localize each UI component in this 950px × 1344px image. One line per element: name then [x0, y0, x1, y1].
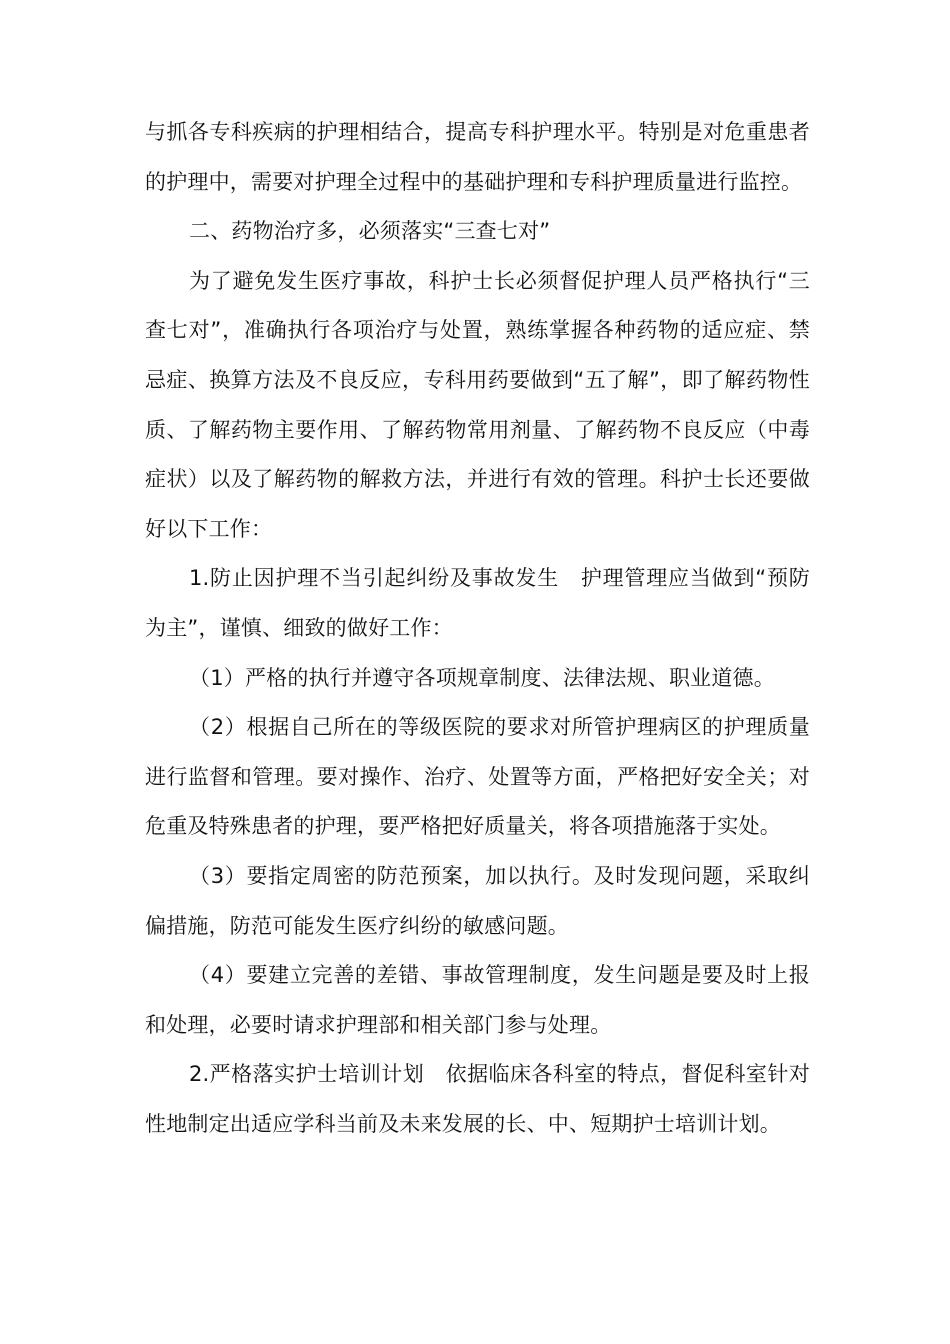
- paragraph-three-checks: 为了避免发生医疗事故，科护士长必须督促护理人员严格执行“三查七对”，准确执行各项治疗与处置，熟练掌握各种药物的适应症、禁忌症、换算方法及不良反应，专科用药要做到“五了解”，即了解药物性质、了解药物主要作用、了解药物常用剂量、了解药物不良反应（中毒症状）以及了解药物的解救方法，并进行有效的管理。科护士长还要做好以下工作：: [145, 268, 810, 541]
- paragraph-subitem-1: （1）严格的执行并遵守各项规章制度、法律法规、职业道德。: [189, 665, 775, 690]
- paragraph-subitem-3: （3）要指定周密的防范预案，加以执行。及时发现问题，采取纠偏措施，防范可能发生医疗纠纷的敏感问题。: [145, 863, 810, 938]
- paragraph-subitem-4: （4）要建立完善的差错、事故管理制度，发生问题是要及时上报和处理，必要时请求护理部和相关部门参与处理。: [145, 963, 810, 1037]
- paragraph-item-2: 2.严格落实护士培训计划 依据临床各科室的特点，督促科室针对性地制定出适应学科当前及未来发展的长、中、短期护士培训计划。: [145, 1062, 810, 1136]
- section-heading-two: 二、药物治疗多，必须落实“三查七对”: [189, 219, 551, 244]
- paragraph-item-1: 1.防止因护理不当引起纠纷及事故发生 护理管理应当做到“预防为主”，谨慎、细致的做好工作：: [145, 566, 810, 640]
- document-body: [145, 108, 810, 1149]
- paragraph-continued: 与抓各专科疾病的护理相结合，提高专科护理水平。特别是对危重患者的护理中，需要对护理全过程中的基础护理和专科护理质量进行监控。: [145, 120, 810, 194]
- paragraph-subitem-2: （2）根据自己所在的等级医院的要求对所管护理病区的护理质量进行监督和管理。要对操作、治疗、处置等方面，严格把好安全关；对危重及特殊患者的护理，要严格把好质量关，将各项措施落于实处。: [145, 715, 810, 839]
